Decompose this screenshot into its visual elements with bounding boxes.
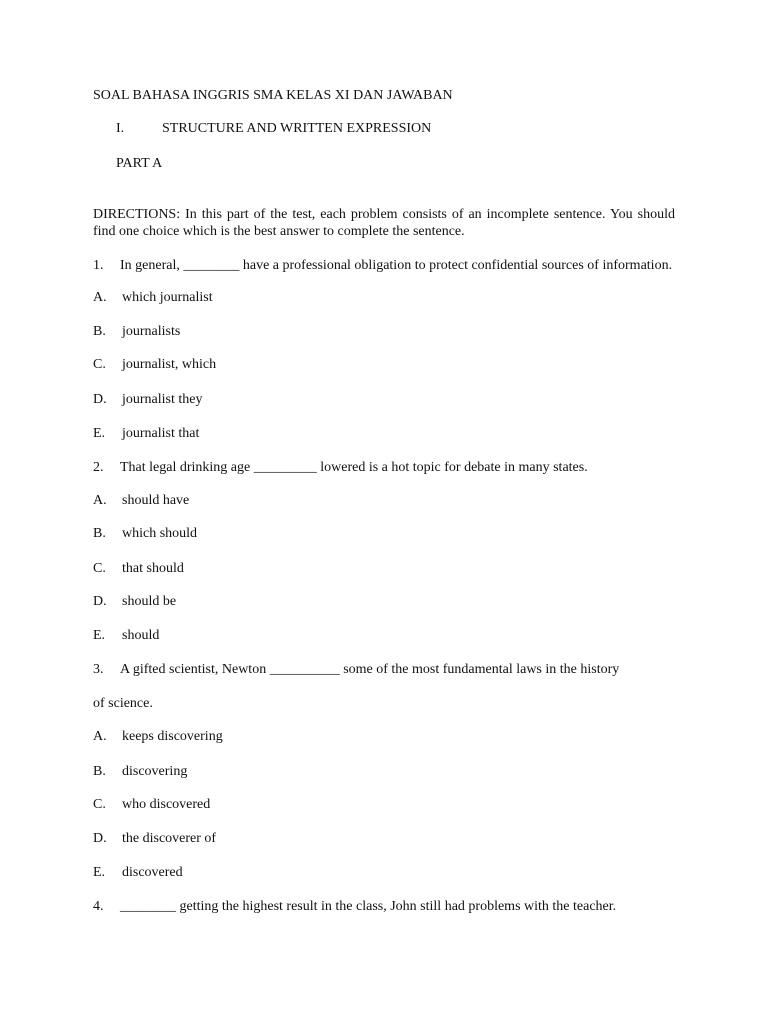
question-text: That legal drinking age _________ lowered is a hot topic for debate in many states. bbox=[120, 460, 588, 475]
document-title: SOAL BAHASA INGGRIS SMA KELAS XI DAN JAWABAN bbox=[93, 88, 453, 103]
section-number: I. bbox=[116, 121, 125, 136]
option-letter: C. bbox=[93, 797, 106, 812]
part-label: PART A bbox=[116, 156, 163, 171]
option-letter: D. bbox=[93, 594, 107, 609]
option-2e bbox=[93, 628, 159, 644]
question-text: In general, ________ have a professional obligation to protect confidential sources of information. bbox=[120, 258, 673, 273]
option-3a bbox=[93, 729, 223, 745]
question-1 bbox=[93, 257, 675, 274]
option-text: discovering bbox=[122, 764, 188, 779]
option-letter: A. bbox=[93, 290, 107, 305]
option-text: should have bbox=[122, 493, 190, 508]
option-text: which should bbox=[122, 526, 198, 541]
question-4 bbox=[93, 899, 616, 915]
option-letter: D. bbox=[93, 831, 107, 846]
question-2 bbox=[93, 459, 675, 476]
option-letter: B. bbox=[93, 526, 106, 541]
option-text: which journalist bbox=[122, 290, 213, 305]
option-3b bbox=[93, 764, 187, 780]
option-1e bbox=[93, 426, 199, 442]
option-letter: E. bbox=[93, 628, 106, 643]
option-letter: D. bbox=[93, 392, 107, 407]
option-text: who discovered bbox=[122, 797, 211, 812]
option-letter: C. bbox=[93, 561, 106, 576]
option-text: journalist they bbox=[122, 392, 203, 407]
option-letter: E. bbox=[93, 426, 106, 441]
option-text: journalist that bbox=[122, 426, 200, 441]
option-text: the discoverer of bbox=[122, 831, 217, 846]
option-1d bbox=[93, 392, 203, 408]
question-number: 3. bbox=[93, 662, 104, 677]
option-text: journalists bbox=[122, 324, 181, 339]
option-text: that should bbox=[122, 561, 184, 576]
question-number: 1. bbox=[93, 258, 104, 273]
option-2b bbox=[93, 526, 197, 542]
option-3c bbox=[93, 797, 210, 813]
option-text: journalist, which bbox=[122, 357, 217, 372]
option-1c bbox=[93, 357, 216, 373]
directions-paragraph: DIRECTIONS: In this part of the test, each problem consists of an incomplete sentence. You should find one choice which is the best answer to complete the sentence. bbox=[93, 207, 675, 239]
option-letter: B. bbox=[93, 324, 106, 339]
question-number: 4. bbox=[93, 899, 104, 914]
option-1b bbox=[93, 324, 180, 340]
option-letter: A. bbox=[93, 493, 107, 508]
option-2a bbox=[93, 493, 189, 509]
option-letter: A. bbox=[93, 729, 107, 744]
option-1a bbox=[93, 290, 213, 306]
option-letter: E. bbox=[93, 865, 106, 880]
option-2c bbox=[93, 561, 184, 577]
question-3 bbox=[93, 662, 619, 678]
question-3-continuation: of science. bbox=[93, 696, 153, 711]
option-text: should be bbox=[122, 594, 177, 609]
option-3e bbox=[93, 865, 183, 881]
option-2d bbox=[93, 594, 176, 610]
section-title: STRUCTURE AND WRITTEN EXPRESSION bbox=[162, 121, 432, 136]
question-text: A gifted scientist, Newton __________ some of the most fundamental laws in the history bbox=[120, 662, 620, 677]
option-text: keeps discovering bbox=[122, 729, 223, 744]
option-text: should bbox=[122, 628, 160, 643]
question-number: 2. bbox=[93, 460, 104, 475]
option-letter: B. bbox=[93, 764, 106, 779]
option-text: discovered bbox=[122, 865, 183, 880]
option-letter: C. bbox=[93, 357, 106, 372]
question-text: ________ getting the highest result in the class, John still had problems with the teacher. bbox=[120, 899, 617, 914]
option-3d bbox=[93, 831, 216, 847]
